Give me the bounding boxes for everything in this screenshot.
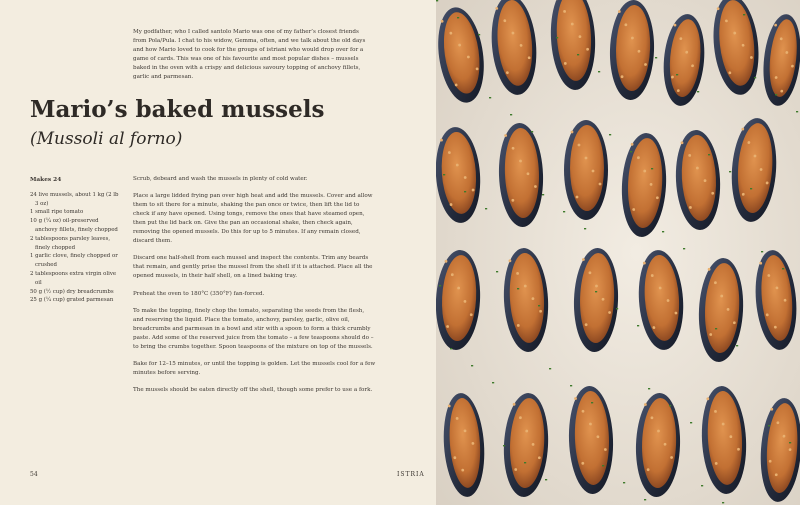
method-step: Scrub, debeard and wash the mussels in plenty of cold water.	[133, 176, 308, 182]
yield-label: Makes 24	[30, 177, 62, 183]
page-number: 54	[30, 471, 38, 478]
parsley-fleck	[538, 305, 540, 306]
parsley-fleck	[676, 74, 678, 75]
parsley-fleck	[570, 385, 572, 386]
method-step: To make the topping, finely chop the tomato, separating the seeds from the flesh, and reserving the liquid. Place the tomato, anchovy, parsley, garlic, olive oil, breadcrumbs and parmesan in a bowl and stir with a spoon to form a thick crumbly paste. Add some of the reserved juice from the tomato – a few teaspoons should do – to bring the crumbs together. Spoon teaspoons of the mixture on top of the mussels.	[133, 307, 374, 350]
parsley-fleck	[715, 328, 717, 329]
parsley-fleck	[750, 188, 752, 189]
parsley-fleck	[775, 94, 777, 95]
parsley-fleck	[531, 131, 533, 132]
crumb	[585, 157, 588, 160]
parsley-fleck	[743, 14, 745, 15]
ingredients-column	[30, 176, 120, 305]
parsley-fleck	[443, 174, 445, 175]
parsley-fleck	[485, 208, 487, 209]
ingredient-item: 2 tablespoons parsley leaves, finely chopped	[30, 235, 111, 251]
parsley-fleck	[439, 285, 441, 286]
parsley-fleck	[542, 194, 544, 195]
parsley-fleck	[584, 228, 586, 229]
parsley-fleck	[563, 211, 565, 212]
crumb-topping	[570, 125, 604, 211]
method-step: Preheat the oven to 180°C (350°F) fan-forced.	[133, 290, 265, 297]
parsley-fleck	[524, 462, 526, 463]
crumb	[592, 170, 595, 173]
ingredient-item: 24 live mussels, about 1 kg (2 lb 3 oz)	[30, 191, 119, 207]
method-step: The mussels should be eaten directly off the shell, though some prefer to use a fork.	[133, 387, 373, 394]
method-step: Place a large lidded frying pan over high heat and add the mussels. Cover and allow them to sit there for a minute, shaking the pan once or twice, then lift the lid to check if any have opened. Using tongs, remove the ones that have steamed open, then put the lid back on. Give the pan an occasional shake, then check again, removing the opened mussels. Do this for up to 5 minutes. If any remain closed, discard them.	[133, 193, 373, 244]
parsley-fleck	[545, 479, 547, 480]
parsley-fleck	[782, 268, 784, 269]
parsley-fleck	[722, 502, 724, 503]
ingredient-item: 50 g (½ cup) dry breadcrumbs	[30, 288, 114, 295]
parsley-fleck	[789, 442, 791, 443]
parsley-fleck	[708, 154, 710, 155]
parsley-fleck	[556, 37, 558, 38]
parsley-fleck	[761, 251, 763, 252]
parsley-fleck	[549, 368, 551, 369]
parsley-fleck	[609, 134, 611, 135]
parsley-fleck	[595, 291, 597, 292]
parsley-fleck	[736, 345, 738, 346]
parsley-fleck	[630, 151, 632, 152]
parsley-fleck	[701, 485, 703, 486]
parsley-fleck	[669, 405, 671, 406]
parsley-fleck	[729, 171, 731, 172]
method-step: Bake for 12–15 minutes, or until the topping is golden. Let the mussels cool for a few minutes before serving.	[133, 361, 376, 376]
parsley-fleck	[436, 0, 438, 1]
intro-paragraph	[133, 28, 373, 81]
parsley-fleck	[457, 17, 459, 18]
method-step: Discard one half-shell from each mussel and inspect the contents. Trim any beards that remain, and gently prise the mussel from the shell if it is attached. Place all the opened mussels, in their half shell, on a lined baking tray.	[133, 255, 373, 280]
parsley-fleck	[517, 288, 519, 289]
parsley-fleck	[496, 271, 498, 272]
parsley-fleck	[464, 191, 466, 192]
parsley-fleck	[637, 325, 639, 326]
method-column	[133, 175, 376, 404]
ingredient-item: 1 small ripe tomato	[30, 209, 84, 216]
parsley-fleck	[754, 77, 756, 78]
ingredient-item: 2 tablespoons extra virgin olive oil	[30, 270, 117, 286]
crumb	[576, 196, 579, 199]
section-running-footer: ISTRIA	[397, 471, 425, 478]
parsley-fleck	[683, 248, 685, 249]
crumb	[599, 183, 602, 186]
parsley-fleck	[602, 465, 604, 466]
parsley-fleck	[577, 54, 579, 55]
mussel	[564, 120, 608, 220]
parsley-fleck	[489, 97, 491, 98]
crumb	[578, 144, 581, 147]
parsley-fleck	[471, 365, 473, 366]
mussels-photo	[436, 0, 800, 505]
parsley-fleck	[697, 91, 699, 92]
parsley-fleck	[690, 422, 692, 423]
ingredient-item: 25 g (¼ cup) grated parmesan	[30, 297, 114, 304]
parsley-fleck	[503, 445, 505, 446]
parsley-fleck	[662, 231, 664, 232]
parsley-fleck	[591, 402, 593, 403]
parsley-fleck	[768, 425, 770, 426]
crumb	[571, 131, 574, 134]
ingredient-list	[30, 191, 120, 305]
ingredient-item: 10 g (¼ oz) oil-preserved anchovy fillets, finely chopped	[30, 218, 118, 233]
parsley-fleck	[796, 111, 798, 112]
ingredient-item: 1 garlic clove, finely chopped or crushed	[30, 253, 118, 269]
parsley-fleck	[648, 388, 650, 389]
parsley-fleck	[598, 71, 600, 72]
parsley-fleck	[510, 114, 512, 115]
parsley-fleck	[450, 348, 452, 349]
parsley-fleck	[492, 382, 494, 383]
parsley-fleck	[616, 308, 618, 309]
parsley-fleck	[623, 482, 625, 483]
recipe-title: Mario’s baked mussels	[30, 96, 325, 123]
parsley-fleck	[655, 57, 657, 58]
parsley-fleck	[478, 34, 480, 35]
parsley-fleck	[644, 499, 646, 500]
recipe-subtitle: (Mussoli al forno)	[30, 129, 183, 149]
mussels-photo-illustration	[436, 0, 800, 505]
parsley-fleck	[651, 168, 653, 169]
intro-text: My godfather, who I called santolo Mario was one of my father’s closest friends from Pola/Pula. I chat to his widow, Gemma, often, and we talk about the old days and how Mario loved to cook for the groups of istriani who would drop over for a game of cards. This was one of his favourite and most popular dishes – mussels baked in the oven with a crispy and delicious savoury topping of anchovy fillets, garlic and parmesan.	[133, 29, 366, 80]
